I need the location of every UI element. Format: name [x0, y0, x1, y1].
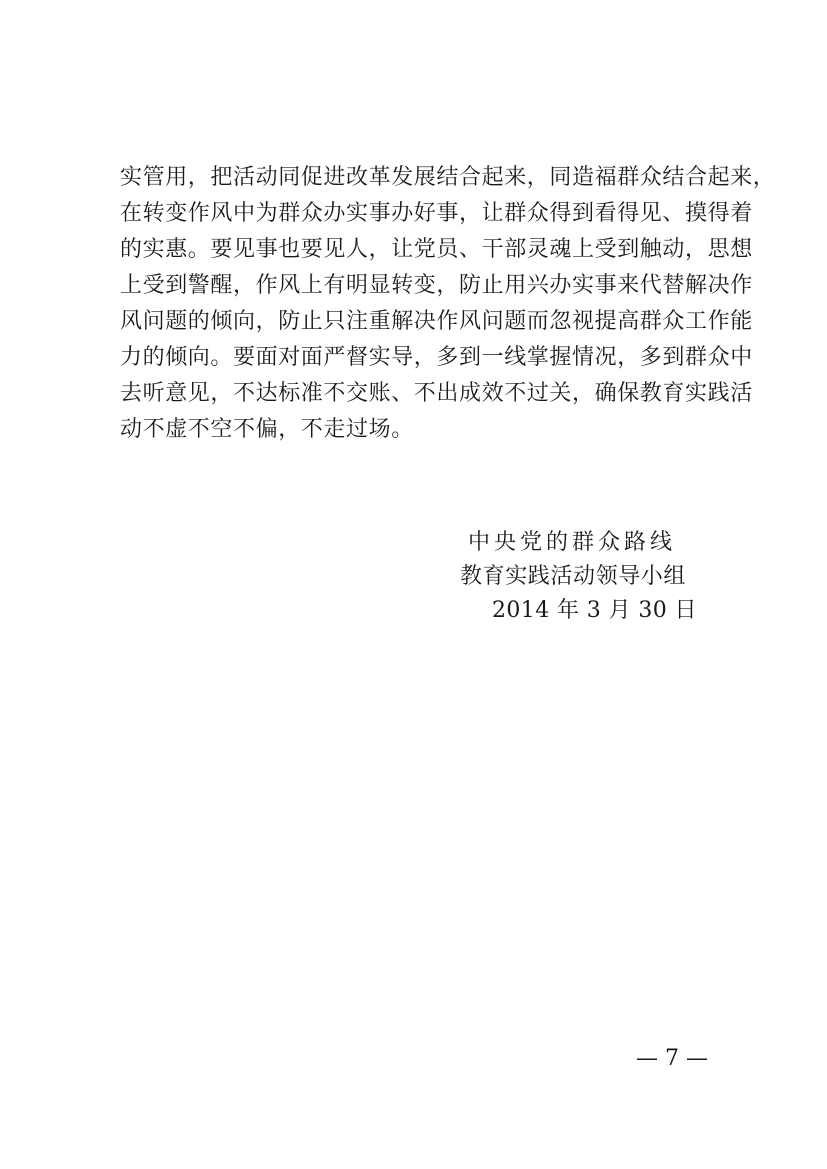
paragraph-line-6: 力的倾向。要面对面严督实导，多到一线掌握情况，多到群众中	[120, 345, 753, 370]
signature-organization-line-1: 中央党的群众路线	[468, 530, 677, 555]
paragraph-line-7: 去听意见，不达标准不交账、不出成效不过关，确保教育实践活	[120, 381, 753, 406]
paragraph-line-5: 风问题的倾向，防止只注重解决作风问题而忽视提高群众工作能	[120, 309, 753, 334]
signature-organization-line-2: 教育实践活动领导小组	[460, 564, 687, 589]
signature-date: 2014 年 3 月 30 日	[492, 598, 697, 623]
paragraph-line-8: 动不虚不空不偏，不走过场。	[120, 417, 414, 442]
paragraph-line-2: 在转变作风中为群众办实事办好事，让群众得到看得见、摸得着	[120, 201, 753, 226]
page-number: — 7 —	[636, 1046, 708, 1071]
body-paragraph	[120, 160, 776, 448]
paragraph-line-4: 上受到警醒，作风上有明显转变，防止用兴办实事来代替解决作	[120, 273, 753, 298]
signature-block	[460, 526, 700, 628]
paragraph-line-3: 的实惠。要见事也要见人，让党员、干部灵魂上受到触动，思想	[120, 237, 753, 262]
paragraph-line-1: 实管用，把活动同促进改革发展结合起来，同造福群众结合起来，	[120, 165, 776, 190]
